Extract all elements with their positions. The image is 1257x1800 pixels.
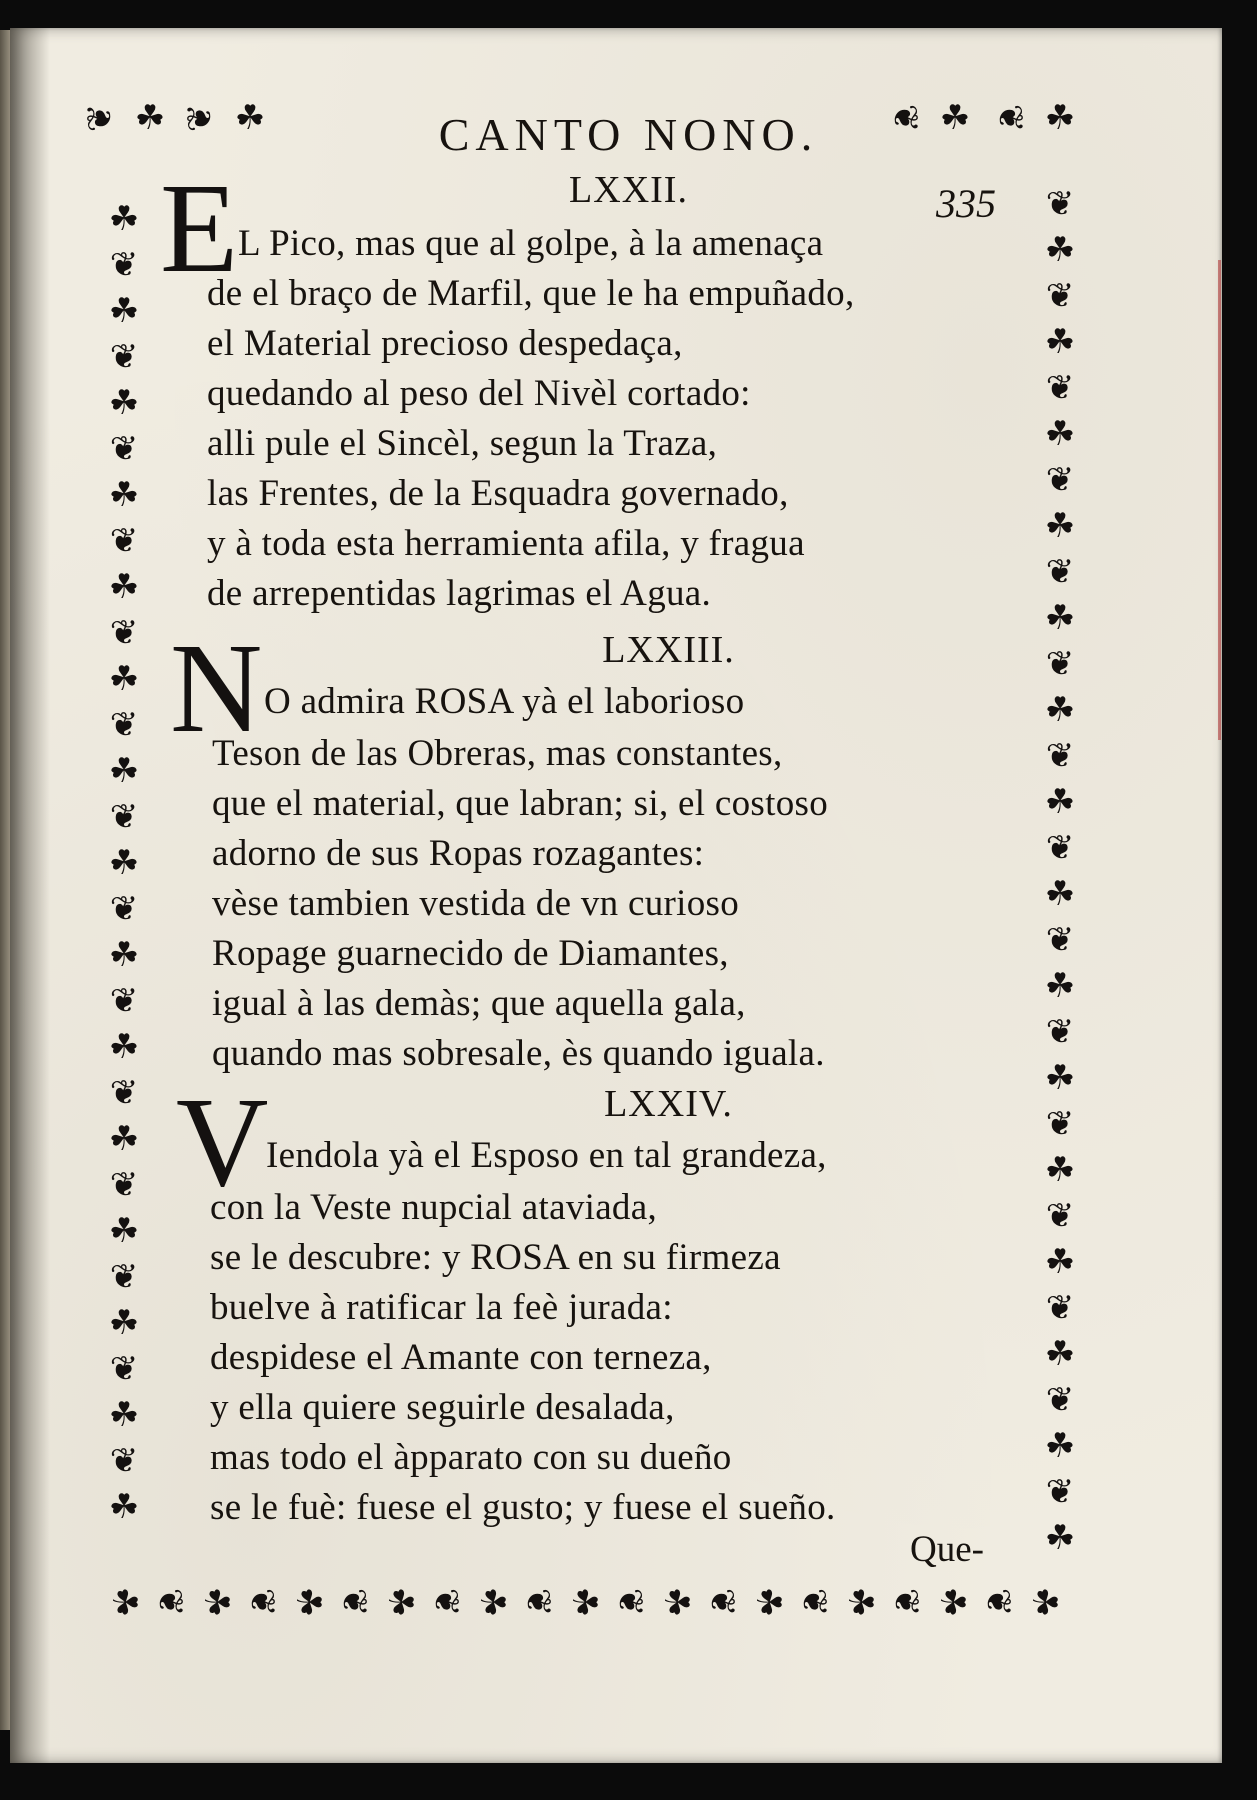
fleuron-icon: ☘ [108, 383, 140, 423]
fleuron-icon: ☘ [472, 1586, 512, 1618]
fleuron-icon: ❦ [1045, 1104, 1075, 1144]
fleuron-icon: ☘ [1044, 966, 1076, 1006]
fleuron-icon: ❦ [109, 797, 139, 837]
fleuron-icon: ❦ [1045, 1472, 1075, 1512]
fleuron-icon: ❦ [1045, 552, 1075, 592]
fleuron-icon: ❦ [886, 1587, 926, 1617]
fleuron-icon: ❦ [1045, 1012, 1075, 1052]
verse-line: se le fuè: fuese el gusto; y fuese el sueño. [210, 1487, 836, 1528]
fleuron-icon: ❦ [242, 1587, 282, 1617]
fleuron-icon: ❦ [885, 103, 925, 133]
fleuron-icon: ☘ [939, 98, 971, 138]
page-header: CANTO NONO. [438, 109, 819, 160]
fleuron-icon: ☘ [108, 751, 140, 791]
fleuron-icon: ❦ [1045, 368, 1075, 408]
fleuron-icon: ☘ [1044, 1242, 1076, 1282]
fleuron-icon: ❦ [610, 1587, 650, 1617]
fleuron-icon: ☘ [104, 1586, 144, 1618]
fleuron-icon: ❦ [1045, 460, 1075, 500]
verse-line: buelve à ratificar la feè jurada: [210, 1287, 673, 1328]
fleuron-icon: ☘ [108, 1211, 140, 1251]
verse-line: despidese el Amante con terneza, [210, 1337, 712, 1378]
fleuron-icon: ❦ [109, 337, 139, 377]
fleuron-icon: ☘ [108, 935, 140, 975]
fleuron-icon: ☘ [108, 1395, 140, 1435]
fleuron-icon: ❦ [1045, 1288, 1075, 1328]
fleuron-icon: ❦ [150, 1587, 190, 1617]
drop-cap: N [170, 617, 263, 759]
verse-line: quedando al peso del Nivèl cortado: [207, 373, 751, 414]
fleuron-icon: ☘ [1044, 230, 1076, 270]
fleuron-icon: ☘ [748, 1586, 788, 1618]
fleuron-icon: ☘ [108, 1487, 140, 1527]
fleuron-icon: ❦ [1045, 184, 1075, 224]
fleuron-icon: ❦ [180, 103, 220, 133]
verse-line: de arrepentidas lagrimas el Agua. [207, 573, 712, 614]
fleuron-icon: ❦ [109, 1073, 139, 1113]
verse-line: con la Veste nupcial ataviada, [210, 1187, 658, 1228]
verse-line: vèse tambien vestida de vn curioso [212, 883, 740, 924]
fleuron-icon: ❦ [109, 245, 139, 285]
verse-line: Ropage guarnecido de Diamantes, [212, 933, 729, 974]
stanza-number: LXXII. [569, 169, 688, 211]
verse-line: adorno de sus Ropas rozagantes: [212, 833, 705, 874]
fleuron-icon: ☘ [108, 1303, 140, 1343]
spine-shadow [10, 28, 50, 1763]
verse-line: quando mas sobresale, ès quando iguala. [212, 1033, 825, 1074]
page-number: 335 [936, 181, 996, 226]
verse-line: alli pule el Sincèl, segun la Traza, [207, 423, 718, 464]
fleuron-icon: ☘ [380, 1586, 420, 1618]
drop-cap: E [160, 157, 239, 299]
fleuron-icon: ❦ [109, 889, 139, 929]
verse-line: que el material, que labran; si, el costoso [212, 783, 829, 824]
verse-line: Teson de las Obreras, mas constantes, [212, 733, 783, 774]
fleuron-icon: ☘ [108, 475, 140, 515]
fleuron-icon: ☘ [1044, 598, 1076, 638]
fleuron-icon: ❦ [794, 1587, 834, 1617]
drop-cap: V [176, 1071, 269, 1213]
fleuron-icon: ❦ [1045, 1380, 1075, 1420]
fleuron-icon: ☘ [1044, 414, 1076, 454]
fleuron-icon: ❦ [109, 521, 139, 561]
fleuron-icon: ☘ [108, 843, 140, 883]
fleuron-icon: ❦ [1045, 1196, 1075, 1236]
verse-line: las Frentes, de la Esquadra governado, [207, 473, 789, 514]
fleuron-icon: ❦ [1045, 276, 1075, 316]
fleuron-icon: ☘ [108, 1119, 140, 1159]
fleuron-icon: ❦ [334, 1587, 374, 1617]
stanza-number: LXXIII. [602, 629, 735, 671]
fleuron-icon: ☘ [1044, 1518, 1076, 1558]
fleuron-icon: ❦ [109, 981, 139, 1021]
verse-line: de el braço de Marfil, que le ha empuñado, [207, 273, 855, 314]
verse-line: O admira ROSA yà el laborioso [264, 681, 745, 722]
fleuron-icon: ☘ [134, 98, 166, 138]
fleuron-icon: ❦ [80, 103, 120, 133]
fleuron-icon: ☘ [1044, 322, 1076, 362]
fleuron-icon: ❦ [109, 1165, 139, 1205]
fleuron-icon: ☘ [1044, 1426, 1076, 1466]
verse-line: Iendola yà el Esposo en tal grandeza, [266, 1135, 827, 1176]
fleuron-icon: ❦ [109, 1441, 139, 1481]
fleuron-icon: ❦ [518, 1587, 558, 1617]
fleuron-icon: ☘ [108, 1027, 140, 1067]
fleuron-icon: ☘ [1044, 874, 1076, 914]
fleuron-icon: ❦ [1045, 736, 1075, 776]
fleuron-icon: ☘ [840, 1586, 880, 1618]
verse-line: y à toda esta herramienta afila, y fragua [207, 523, 805, 564]
verse-line: mas todo el àpparato con su dueño [210, 1437, 732, 1478]
catchword: Que- [910, 1529, 984, 1570]
fleuron-icon: ❦ [426, 1587, 466, 1617]
fleuron-icon: ☘ [1044, 1150, 1076, 1190]
fleuron-icon: ❦ [109, 429, 139, 469]
fleuron-icon: ❦ [990, 103, 1030, 133]
fleuron-icon: ☘ [564, 1586, 604, 1618]
fleuron-icon: ☘ [1024, 1586, 1064, 1618]
verse-line: se le descubre: y ROSA en su firmeza [210, 1237, 781, 1278]
verse-line: igual à las demàs; que aquella gala, [212, 983, 746, 1024]
fleuron-icon: ☘ [1044, 506, 1076, 546]
fleuron-icon: ❦ [1045, 828, 1075, 868]
fleuron-icon: ☘ [234, 98, 266, 138]
fleuron-icon: ❦ [978, 1587, 1018, 1617]
fleuron-icon: ☘ [932, 1586, 972, 1618]
fleuron-icon: ☘ [656, 1586, 696, 1618]
fleuron-icon: ☘ [108, 567, 140, 607]
fleuron-icon: ❦ [1045, 644, 1075, 684]
fleuron-icon: ❦ [109, 613, 139, 653]
verse-line: L Pico, mas que al golpe, à la amenaça [238, 223, 824, 264]
fleuron-icon: ☘ [196, 1586, 236, 1618]
fleuron-icon: ☘ [108, 659, 140, 699]
fleuron-icon: ☘ [288, 1586, 328, 1618]
fleuron-icon: ☘ [1044, 782, 1076, 822]
fleuron-icon: ☘ [108, 291, 140, 331]
verse-line: y ella quiere seguirle desalada, [210, 1387, 675, 1428]
fleuron-icon: ☘ [1044, 690, 1076, 730]
fleuron-icon: ☘ [1044, 1058, 1076, 1098]
fleuron-icon: ❦ [702, 1587, 742, 1617]
fleuron-icon: ❦ [109, 1349, 139, 1389]
fleuron-icon: ☘ [1044, 1334, 1076, 1374]
fleuron-icon: ☘ [108, 199, 140, 239]
stanza-number: LXXIV. [604, 1083, 733, 1125]
fleuron-icon: ❦ [109, 1257, 139, 1297]
fleuron-icon: ❦ [1045, 920, 1075, 960]
fleuron-icon: ☘ [1044, 98, 1076, 138]
fleuron-icon: ❦ [109, 705, 139, 745]
verse-line: el Material precioso despedaça, [207, 323, 683, 364]
